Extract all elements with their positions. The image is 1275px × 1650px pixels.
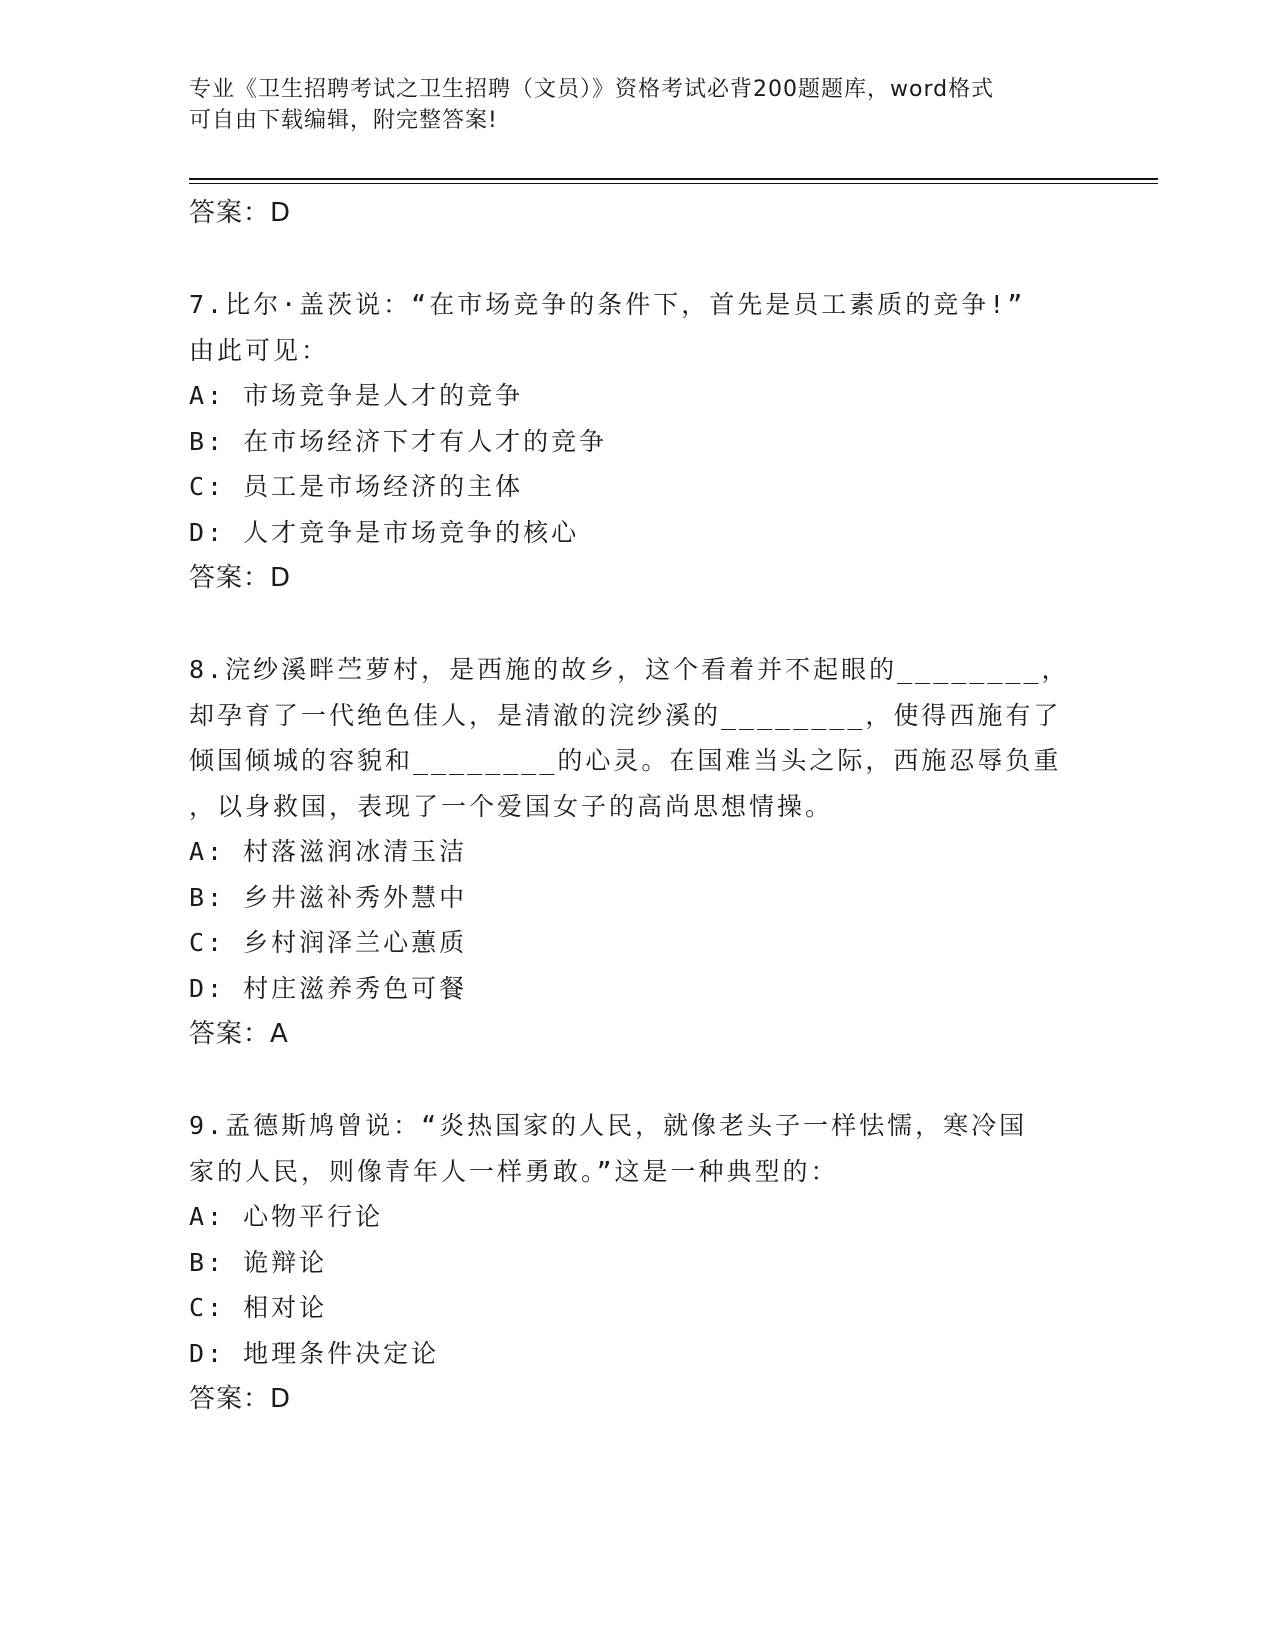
question-7 [189, 282, 1089, 601]
answer-line: 答案：D [189, 1384, 292, 1414]
option-a: A: 市场竞争是人才的竞争 [189, 381, 524, 410]
question-text-line: 家的人民，则像青年人一样勇敢。”这是一种典型的： [189, 1156, 839, 1186]
answer-line: 答案：D [189, 563, 292, 593]
option-a: A: 心物平行论 [189, 1202, 384, 1231]
option-d: D: 村庄滋养秀色可餐 [189, 973, 468, 1003]
option-c: C: 乡村润泽兰心蕙质 [189, 928, 468, 957]
option-d: D: 地理条件决定论 [189, 1338, 440, 1368]
header-rule-thick [189, 178, 1158, 180]
option-b: B: 诡辩论 [189, 1247, 328, 1277]
header-line-2: 可自由下载编辑，附完整答案! [189, 108, 498, 133]
document-body [189, 190, 1089, 1422]
option-b: B: 乡井滋补秀外慧中 [189, 882, 468, 912]
question-text-line: 倾国倾城的容貌和________的心灵。在国难当头之际，西施忍辱负重 [189, 746, 1062, 775]
option-d: D: 人才竞争是市场竞争的核心 [189, 517, 580, 547]
question-text-line: ，以身救国，表现了一个爱国女子的高尚思想情操。 [189, 791, 834, 821]
option-a: A: 村落滋润冰清玉洁 [189, 837, 468, 866]
question-text [189, 1103, 1089, 1194]
document-header [189, 74, 1089, 136]
option-b: B: 在市场经济下才有人才的竞争 [189, 426, 608, 456]
question-text-line: 却孕育了一代绝色佳人，是清澈的浣纱溪的________，使得西施有了 [189, 700, 1062, 730]
question-text [189, 647, 1089, 829]
question-text-line: 8.浣纱溪畔苎萝村，是西施的故乡，这个看着并不起眼的________， [189, 655, 1070, 684]
question-text-line: 由此可见： [189, 335, 330, 365]
header-line-1: 专业《卫生招聘考试之卫生招聘（文员）》资格考试必背200题题库，word格式 [189, 77, 995, 102]
option-c: C: 员工是市场经济的主体 [189, 472, 524, 501]
question-text [189, 282, 1089, 373]
question-text-line: 9.孟德斯鸠曾说：“炎热国家的人民，就像老头子一样怯懦，寒冷国 [189, 1111, 1028, 1140]
header-rule-thin [189, 183, 1158, 184]
question-8 [189, 647, 1089, 1057]
option-c: C: 相对论 [189, 1293, 328, 1322]
question-text-line: 7.比尔·盖茨说：“在市场竞争的条件下，首先是员工素质的竞争!” [189, 290, 1026, 319]
answer-line: 答案：A [189, 1019, 289, 1049]
answer-line: 答案：D [189, 198, 292, 228]
question-9 [189, 1103, 1089, 1422]
